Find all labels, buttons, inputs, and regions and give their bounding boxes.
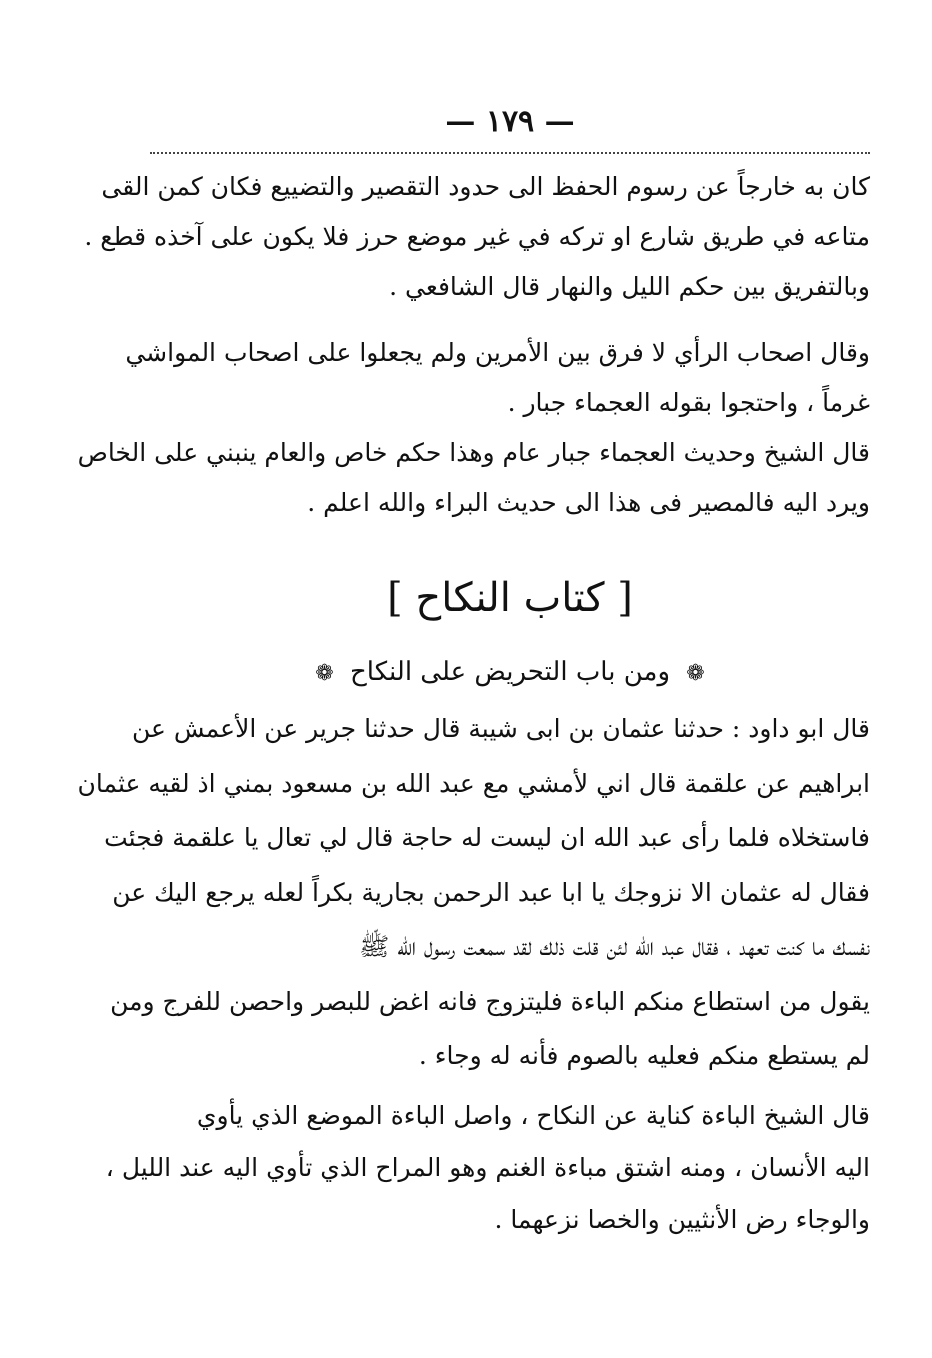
text-line: متاعه في طريق شارع او تركه في غير موضع حرز فلا يكون على آخذه قطع . (84, 222, 870, 251)
text-line: كان به خارجاً عن رسوم الحفظ الى حدود التقصير والتضييع فكان كمن القى (101, 172, 870, 201)
text-line: قال الشيخ الباءة كناية عن النكاح ، واصل الباءة الموضع الذي يأوي (196, 1101, 870, 1130)
text-line: لم يستطع منكم فعليه بالصوم فأنه له وجاء . (418, 1041, 870, 1070)
header-divider (150, 152, 870, 154)
page-number: — ١٧٩ — (445, 104, 575, 139)
commentary-paragraph (105, 1090, 870, 1246)
chapter-title: [ كتاب النكاح ] (387, 575, 633, 621)
text-line: نفسك ما كنت تعهد ، فقال عبد الله لئن قلت ذلك لقد سمعت رسول الله ﷺ (359, 932, 870, 961)
text-line: اليه الأنسان ، ومنه اشتق مباءة الغنم وهو المراح الذي تأوي اليه عند الليل ، (105, 1153, 870, 1182)
text-line: فاستخلاه فلما رأى عبد الله ان ليست له حاجة قال لي تعال يا علقمة فجئت (104, 823, 870, 852)
book-page (77, 90, 870, 1270)
hadith-paragraph (77, 702, 870, 1084)
text-line: غرماً ، واحتجوا بقوله العجماء جبار . (507, 388, 870, 417)
text-line: وقال اصحاب الرأي لا فرق بين الأمرين ولم يجعلوا على اصحاب المواشي (125, 338, 870, 367)
ornament-icon: ❁ (315, 661, 334, 686)
paragraph-1 (84, 162, 870, 312)
text-line: وبالتفريق بين حكم الليل والنهار قال الشافعي . (389, 272, 870, 301)
text-line: يقول من استطاع منكم الباءة فليتزوج فانه اغض للبصر واحصن للفرج ومن (110, 986, 870, 1016)
section-heading (150, 652, 870, 694)
text-line: ابراهيم عن علقمة قال اني لأمشي مع عبد الله بن مسعود بمني اذ لقيه عثمان (77, 768, 870, 798)
section-heading-text: ومن باب التحريض على النكاح (349, 657, 671, 687)
paragraph-2 (77, 328, 870, 528)
text-line: ويرد اليه فالمصير فى هذا الى حديث البراء والله اعلم . (307, 488, 870, 517)
text-line: فقال له عثمان الا نزوجك يا ابا عبد الرحمن بجارية بكراً لعله يرجع اليك عن (112, 877, 870, 907)
ornament-icon: ❁ (686, 661, 705, 686)
text-line: قال الشيخ وحديث العجماء جبار عام وهذا حكم خاص والعام ينبني على الخاص (77, 438, 870, 467)
text-line: والوجاء رض الأنثيين والخصا نزعهما . (494, 1205, 870, 1234)
text-line: قال ابو داود : حدثنا عثمان بن ابى شيبة قال حدثنا جرير عن الأعمش عن (131, 714, 870, 743)
